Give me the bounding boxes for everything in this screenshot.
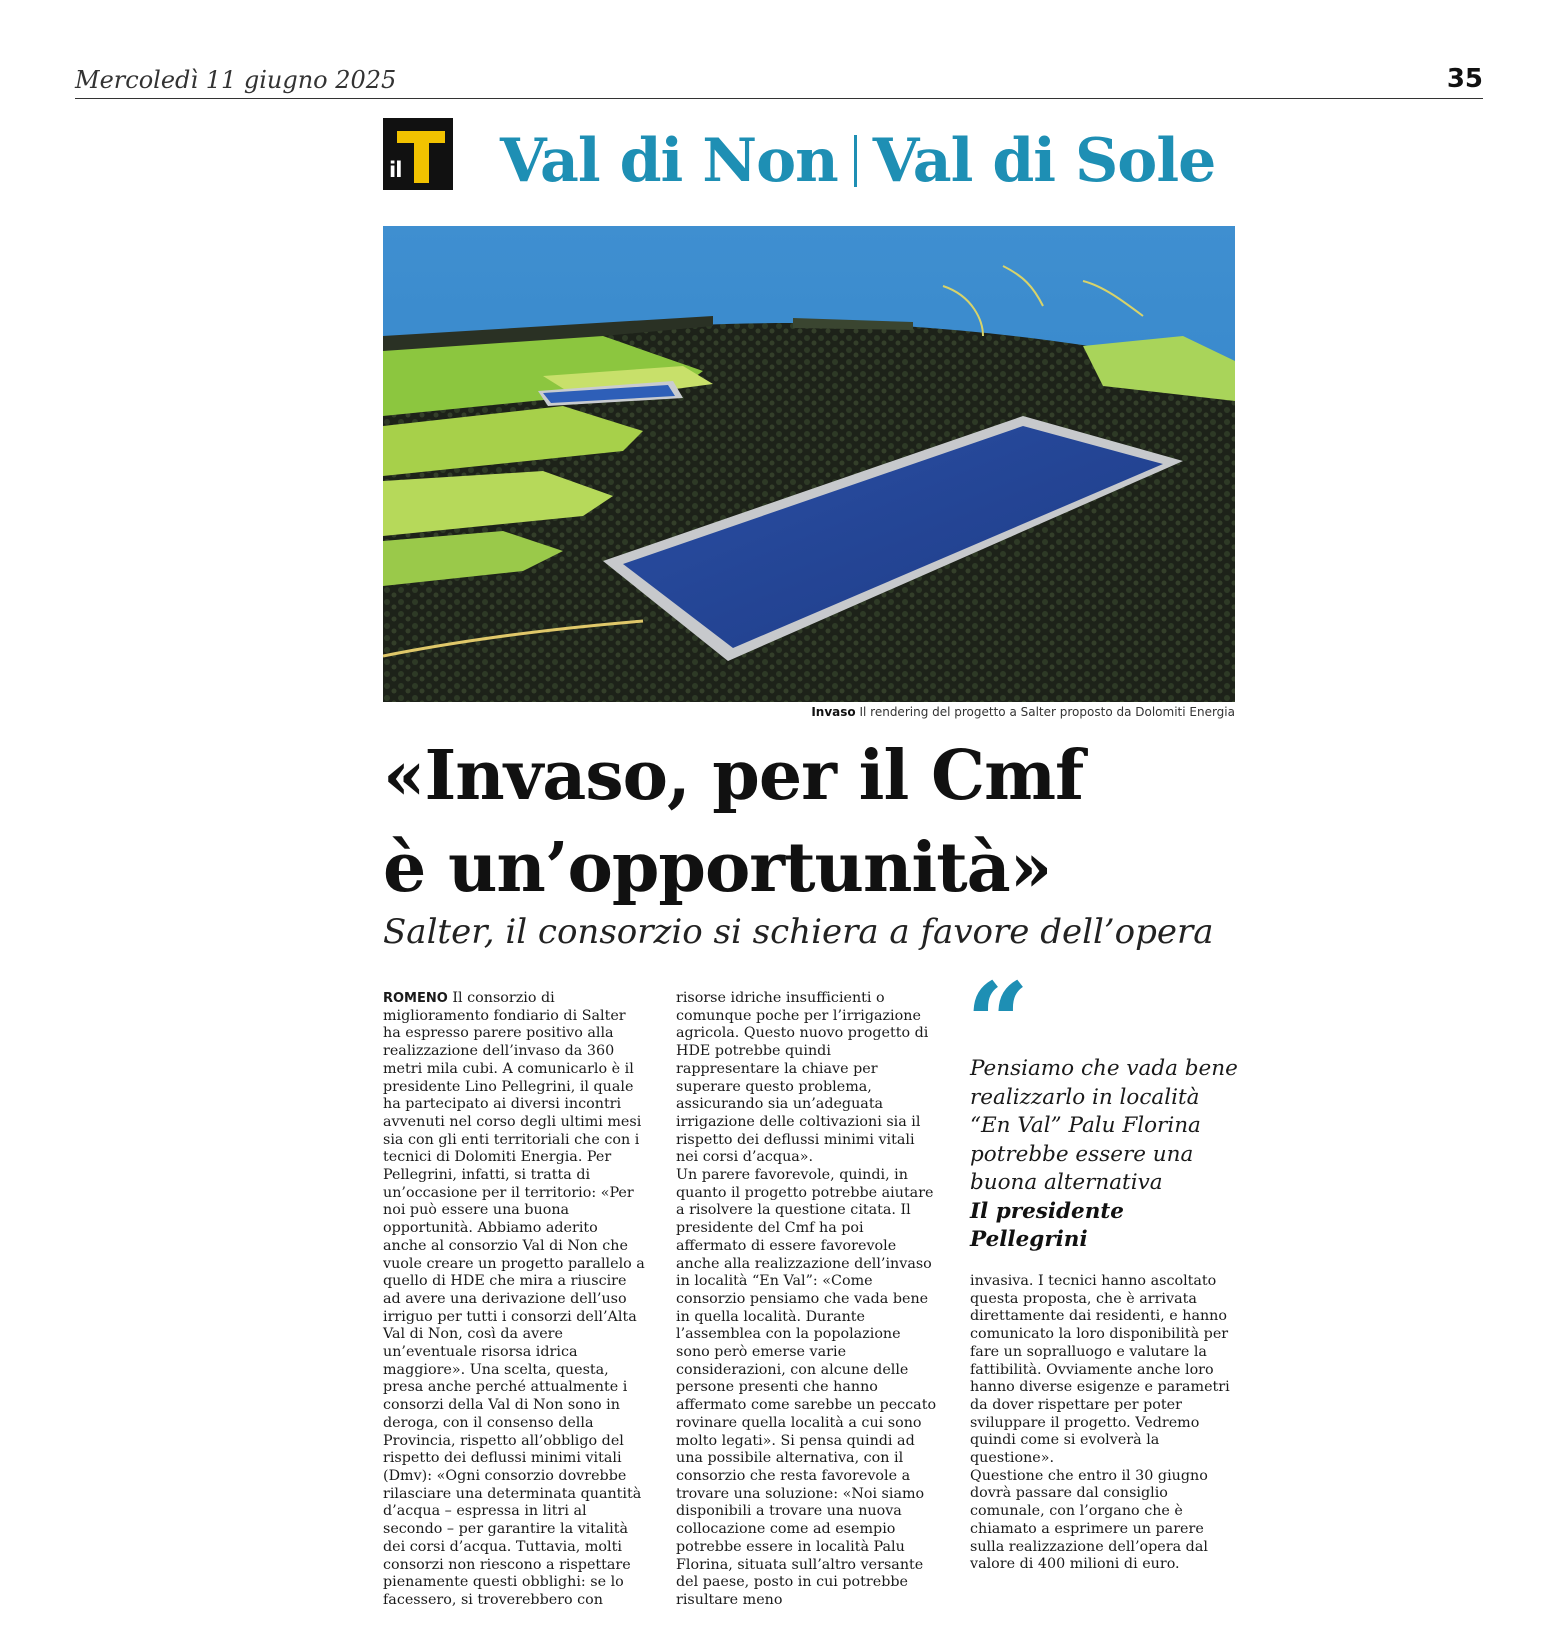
article-column-3 [970, 1273, 1232, 1574]
headline-line-1: «Invaso, per il Cmf [383, 736, 1084, 816]
headline [383, 730, 1243, 914]
photo-caption [383, 705, 1235, 719]
subheadline: Salter, il consorzio si schiera a favore dell’opera [383, 912, 1214, 952]
article-text-col1: Il consorzio di miglioramento fondiario di Salter ha espresso parere positivo alla realizzazione dell’invaso da 360 metri mila cubi. A comunicarlo è il presidente Lino Pellegrini, il quale ha partecipato ai diversi incontri avvenuti nel corso degli ultimi mesi sia con gli enti territoriali che con i tecnici di Dolomiti Energia. Per Pellegrini, infatti, si tratta di un’occasione per il territorio: «Per noi può essere una buona opportunità. Abbiamo aderito anche al consorzio Val di Non che vuole creare un progetto parallelo a quello di HDE che mira a riuscire ad avere una derivazione dell’uso irriguo per tutti i consorzi dell’Alta Val di Non, così da avere un’eventuale risorsa idrica maggiore». Una scelta, questa, presa anche perché attualmente i consorzi della Val di Non sono in deroga, con il consenso della Provincia, rispetto all’obbligo del rispetto dei deflussi minimi vitali (Dmv): «Ogni consorzio dovrebbe rilasciare una determinata quantità d’acqua – espressa in litri al secondo – per garantire la vitalità dei corsi d’acqua. Tuttavia, molti consorzi non riescono a rispettare pienamente questi obblighi: se lo facessero, si troverebbero con [383, 990, 645, 1608]
article-paragraph: Questione che entro il 30 giugno dovrà passare dal consiglio comunale, con l’organo che è chiamato a esprimere un parere sulla realizzazione dell’opera dal valore di 400 milioni di euro. [970, 1467, 1208, 1573]
newspaper-logo-icon: il [383, 118, 453, 190]
pull-quote-text: Pensiamo che vada bene realizzarlo in località “En Val” Palu Florina potrebbe essere una buona alternativa [970, 1056, 1238, 1195]
section-separator [854, 135, 857, 187]
caption-label: Invaso [811, 705, 856, 719]
reservoir-rendering-photo [383, 226, 1235, 702]
headline-line-2: è un’opportunità» [383, 828, 1052, 908]
article-column-1 [383, 990, 645, 1610]
article-paragraph: risorse idriche insufficienti o comunque poche per l’irrigazione agricola. Questo nuovo progetto di HDE potrebbe quindi rappresentare la chiave per superare questo problema, assicurando sia un’adeguata irrigazione delle coltivazioni sia il rispetto dei deflussi minimi vitali nei corsi d’acqua». [676, 990, 929, 1166]
article-column-2 [676, 990, 938, 1610]
masthead [75, 62, 1483, 99]
caption-text: Il rendering del progetto a Salter proposto da Dolomiti Energia [859, 705, 1235, 719]
page-number: 35 [1446, 64, 1483, 94]
issue-date: Mercoledì 11 giugno 2025 [75, 66, 397, 94]
pull-quote-author: Il presidente Pellegrini [970, 1198, 1124, 1252]
section-title [500, 126, 1260, 196]
quote-mark-icon: “ [966, 958, 1030, 1087]
section-right: Val di Sole [872, 126, 1216, 196]
article-paragraph: Un parere favorevole, quindi, in quanto il progetto potrebbe aiutare a risolvere la questione citata. Il presidente del Cmf ha poi affermato di essere favorevole anche alla realizzazione dell’invaso in località “En Val”: «Come consorzio pensiamo che vada bene in quella località. Durante l’assemblea con la popolazione sono però emerse varie considerazioni, con alcune delle persone presenti che hanno affermato come sarebbe un peccato rovinare quella località a cui sono molto legati». Si pensa quindi ad una possibile alternativa, con il consorzio che resta favorevole a trovare una soluzione: «Noi siamo disponibili a trovare una nuova collocazione come ad esempio potrebbe essere in località Palu Florina, situata sull’altro versante del paese, posto in cui potrebbe risultare meno [676, 1167, 937, 1608]
article-paragraph: invasiva. I tecnici hanno ascoltato questa proposta, che è arrivata direttamente dai residenti, e hanno comunicato la loro disponibilità per fare un sopralluogo e valutare la fattibilità. Ovviamente anche loro hanno diverse esigenze e parametri da dover rispettare per poter sviluppare il progetto. Vedremo quindi come si evolverà la questione». [970, 1273, 1230, 1467]
section-left: Val di Non [500, 126, 838, 196]
dateline: ROMENO [383, 991, 448, 1006]
pull-quote [966, 958, 1240, 1255]
